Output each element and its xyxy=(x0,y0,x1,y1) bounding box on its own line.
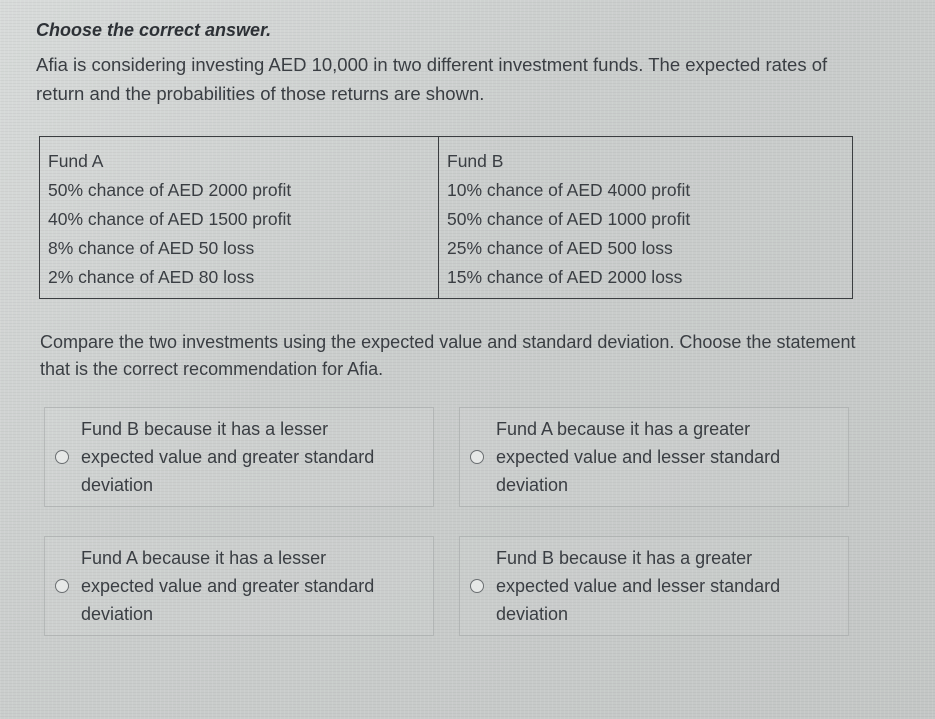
answer-option-label: Fund A because it has a greater expected value and lesser standard deviation xyxy=(496,419,781,495)
fund-b-row: 10% chance of AED 4000 profit xyxy=(447,180,691,200)
fund-a-row: 8% chance of AED 50 loss xyxy=(48,238,255,258)
instruction-heading: Choose the correct answer. xyxy=(36,20,272,40)
answer-option-4[interactable] xyxy=(459,536,849,636)
fund-a-column xyxy=(40,137,439,298)
problem-intro: Afia is considering investing AED 10,000 in two different investment funds. The expected rates of return and the probabilities of those returns are shown. xyxy=(36,54,828,104)
fund-a-row: 40% chance of AED 1500 profit xyxy=(48,209,292,229)
fund-b-row: 50% chance of AED 1000 profit xyxy=(447,209,691,229)
radio-button-icon[interactable] xyxy=(470,579,484,593)
answer-option-label: Fund B because it has a lesser expected value and greater standard deviation xyxy=(81,419,375,495)
fund-b-row: 15% chance of AED 2000 loss xyxy=(447,267,683,287)
answer-option-3[interactable] xyxy=(44,536,434,636)
answer-option-label: Fund B because it has a greater expected value and lesser standard deviation xyxy=(496,548,781,624)
answer-option-1[interactable] xyxy=(44,407,434,507)
fund-a-row: 50% chance of AED 2000 profit xyxy=(48,180,292,200)
radio-button-icon[interactable] xyxy=(55,450,69,464)
radio-button-icon[interactable] xyxy=(470,450,484,464)
answer-option-2[interactable] xyxy=(459,407,849,507)
answer-option-label: Fund A because it has a lesser expected value and greater standard deviation xyxy=(81,548,375,624)
radio-button-icon[interactable] xyxy=(55,579,69,593)
fund-b-row: 25% chance of AED 500 loss xyxy=(447,238,673,258)
question-prompt: Compare the two investments using the expected value and standard deviation. Choose the statement that is the correct recommendation for Afia. xyxy=(40,332,856,379)
fund-comparison-table xyxy=(39,136,853,299)
fund-b-header: Fund B xyxy=(447,151,504,171)
fund-b-column xyxy=(439,137,852,298)
fund-a-header: Fund A xyxy=(48,151,104,171)
fund-a-row: 2% chance of AED 80 loss xyxy=(48,267,255,287)
